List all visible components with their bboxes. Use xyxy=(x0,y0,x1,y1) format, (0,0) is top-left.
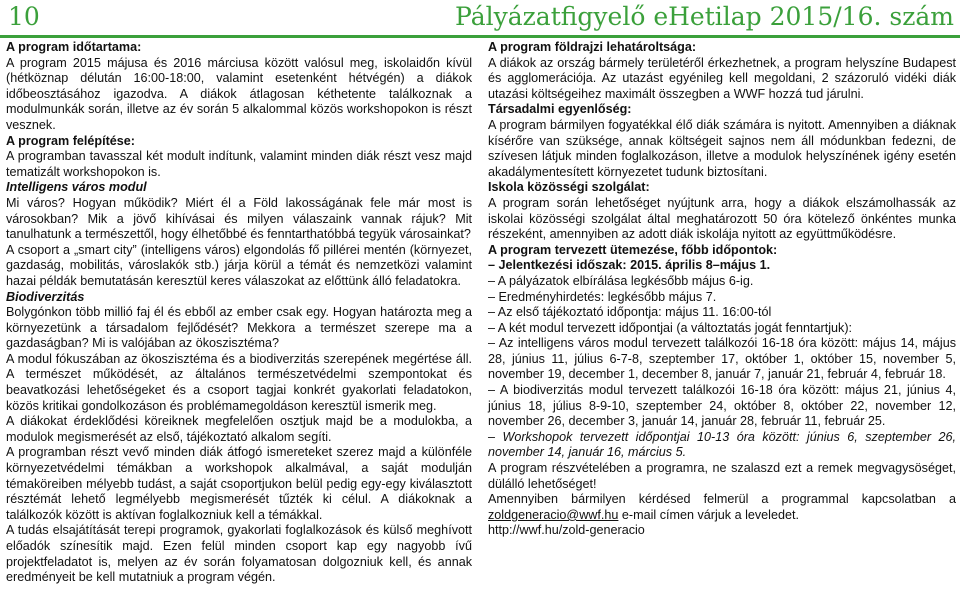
heading-structure: A program felépítése: xyxy=(6,133,135,148)
right-column xyxy=(488,40,956,539)
paragraph-geography: A diákok az ország bármely területéről érkezhetnek, a program helyszíne Budapest és agglomerációja. Az utazást egyénileg kell megoldani, 2 százoruló vidéki diák utazási költségeihez maximált összegben a WWF hozzá tud járulni. xyxy=(488,55,956,101)
heading-duration: A program időtartama: xyxy=(6,40,142,54)
heading-schedule: A program tervezett ütemezése, főbb időpontok: xyxy=(488,242,778,257)
heading-biodiversity: Biodiverzitás xyxy=(6,289,85,304)
contact-email-link[interactable]: zoldgeneracio@wwf.hu xyxy=(488,507,619,522)
schedule-item-first-meeting: – Az első tájékoztató időpontja: május 11. 16:00-tól xyxy=(488,305,772,320)
header-rule xyxy=(0,35,960,38)
heading-equality: Társadalmi egyenlőség: xyxy=(488,102,632,117)
program-url-link[interactable]: http://wwf.hu/zold-generacio xyxy=(488,523,645,538)
paragraph-knowledge: A programban részt vevő minden diák átfogó ismereteket szerez majd a különféle környezetvédelmi témákban a workshopok alkalmával, a saját modulján témaköreiben mélyebb tudást, a saját csoportjukon belül pedig egy-egy kiválasztott résztémát lehető legmélyebb megismerését tűzték ki célul. A diákoknak a találkozók között is aktívan foglalkozniuk kell a témákkal. xyxy=(6,445,472,522)
schedule-item-application: – Jelentkezési időszak: 2015. április 8–május 1. xyxy=(488,258,771,273)
paragraph-community-service: A program során lehetőséget nyújtunk arra, hogy a diákok elszámolhassák az iskolai közösségi szolgálat által meghatározott 50 óra kötelező önkéntes munka részeként, amennyiben az adott diák iskolája nyitott az együttműködésre. xyxy=(488,195,956,242)
paragraph-equality: A program bármilyen fogyatékkal élő diák számára is nyitott. Amennyiben a diáknak kísérőre van szüksége, annak költségeit sajnos nem áll módunkban fedezni, de szívesen látjuk minden foglalkozáson, illetve a modulok helyszínének igény esetén akadálymentesített környezetet tudunk biztosítani. xyxy=(488,117,956,179)
contact-text-end: e-mail címen várjuk a leveledet. xyxy=(618,507,799,522)
paragraph-duration: A program 2015 májusa és 2016 márciusa között valósul meg, iskolaidőn kívül (hétköznap délután 16:00-18:00, valamint esetenként hétvégén) a diákok időbeosztásához igazodva. A diákok átlagosan kéthetente találkoznak a modulmunkák során, illetve az év során 5 alkalommal közös workshopokon is részt vesznek. xyxy=(6,55,472,132)
heading-geography: A program földrajzi lehatároltsága: xyxy=(488,40,697,54)
publication-title: Pályázatfigyelő eHetilap 2015/16. szám xyxy=(455,2,954,31)
paragraph-invitation: A program részvételében a programra, ne szalaszd ezt a remek megvagysöséget, dülálló lehetőséget! xyxy=(488,461,956,491)
schedule-item-smart-city: – Az intelligens város modul tervezett találkozói 16-18 óra között: május 14, május 28, június 11, július 6-7-8, szeptember 17, október 1, október 15, november 5, november 19, december 1, december 8, január 7, január 21, február 4, február 18. xyxy=(488,336,956,382)
paragraph-contact xyxy=(488,492,956,523)
contact-text-start: Amennyiben bármilyen kérdésed felmerül a programmal kapcsolatban a xyxy=(488,492,956,507)
paragraph-smart-city-questions: Mi város? Hogyan működik? Miért él a Föld lakosságának fele már most is városokban? Mik a jövő kihívásai és milyen válaszaink vannak rájuk? Mit tanulhatunk a természettől, hogy élhetőbbé és fenntarthatóbbá tegyük városainkat? xyxy=(6,195,472,242)
schedule-item-biodiversity: – A biodiverzitás modul tervezett találkozói 16-18 óra között: május 21, június 4, június 18, július 8-9-10, szeptember 24, október 8, október 22, november 12, november 26, december 3, január 14, január 28, február 11, február 25. xyxy=(488,383,956,429)
schedule-item-modules: – A két modul tervezett időpontjai (a változtatás jogát fenntartjuk): xyxy=(488,320,853,335)
paragraph-field-programs: A tudás elsajátítását terepi programok, gyakorlati foglalkozások és külső meghívott előadók színesítik majd. Ezen felül minden csoport kap egy nagyobb ívű projektfeladatot is, melyen az év során folyamatosan dolgozniuk kell, és annak eredményeit be kell mutatniuk a program végén. xyxy=(6,523,472,585)
paragraph-smart-city: A csoport a „smart city” (intelligens város) elgondolás fő pillérei mentén (környezet, gazdaság, mobilitás, városlakók stb.) járja körül a témát és nemzetközi valamint hazai példák bemutatásán keresztül keres válaszokat az előttünk álló feladatokra. xyxy=(6,242,472,288)
page-number: 10 xyxy=(8,2,40,31)
schedule-item-evaluation: – A pályázatok elbírálása legkésőbb május 6-ig. xyxy=(488,273,754,288)
paragraph-module-assignment: A diákokat érdeklődési köreiknek megfelelően osztjuk majd be a modulokba, a modulok megismerését az első, tájékoztató alkalom segíti. xyxy=(6,414,472,444)
paragraph-biodiversity: A modul fókuszában az ökoszisztéma és a biodiverzitás szerepének megértése áll. A természet működését, az általános természetvédelmi szempontokat és beavatkozási lehetőségeket és a csoport tagjai konkrét gyakorlati feladatokon, közös kritikai gondolkozáson és problémamegoldáson keresztül ismerik meg. xyxy=(6,351,472,413)
heading-smart-city: Intelligens város modul xyxy=(6,180,147,195)
page-header xyxy=(0,0,960,34)
left-column xyxy=(6,40,472,586)
schedule-item-workshops: – Workshopok tervezett időpontjai 10-13 óra között: június 6, szeptember 26, november 14, január 16, március 5. xyxy=(488,429,956,460)
heading-community-service: Iskola közösségi szolgálat: xyxy=(488,180,650,195)
paragraph-biodiversity-questions: Bolygónkon több millió faj él és ebből az ember csak egy. Hogyan határozta meg a környezetünk a társadalom fejlődését? Mekkora a természet szerepe ma a gazdaságban? Mi is valójában az ökoszisztéma? xyxy=(6,305,472,351)
paragraph-structure: A programban tavasszal két modult indítunk, valamint minden diák részt vesz majd tematizált workshopokon is. xyxy=(6,149,472,179)
schedule-item-results: – Eredményhirdetés: legkésőbb május 7. xyxy=(488,289,717,304)
